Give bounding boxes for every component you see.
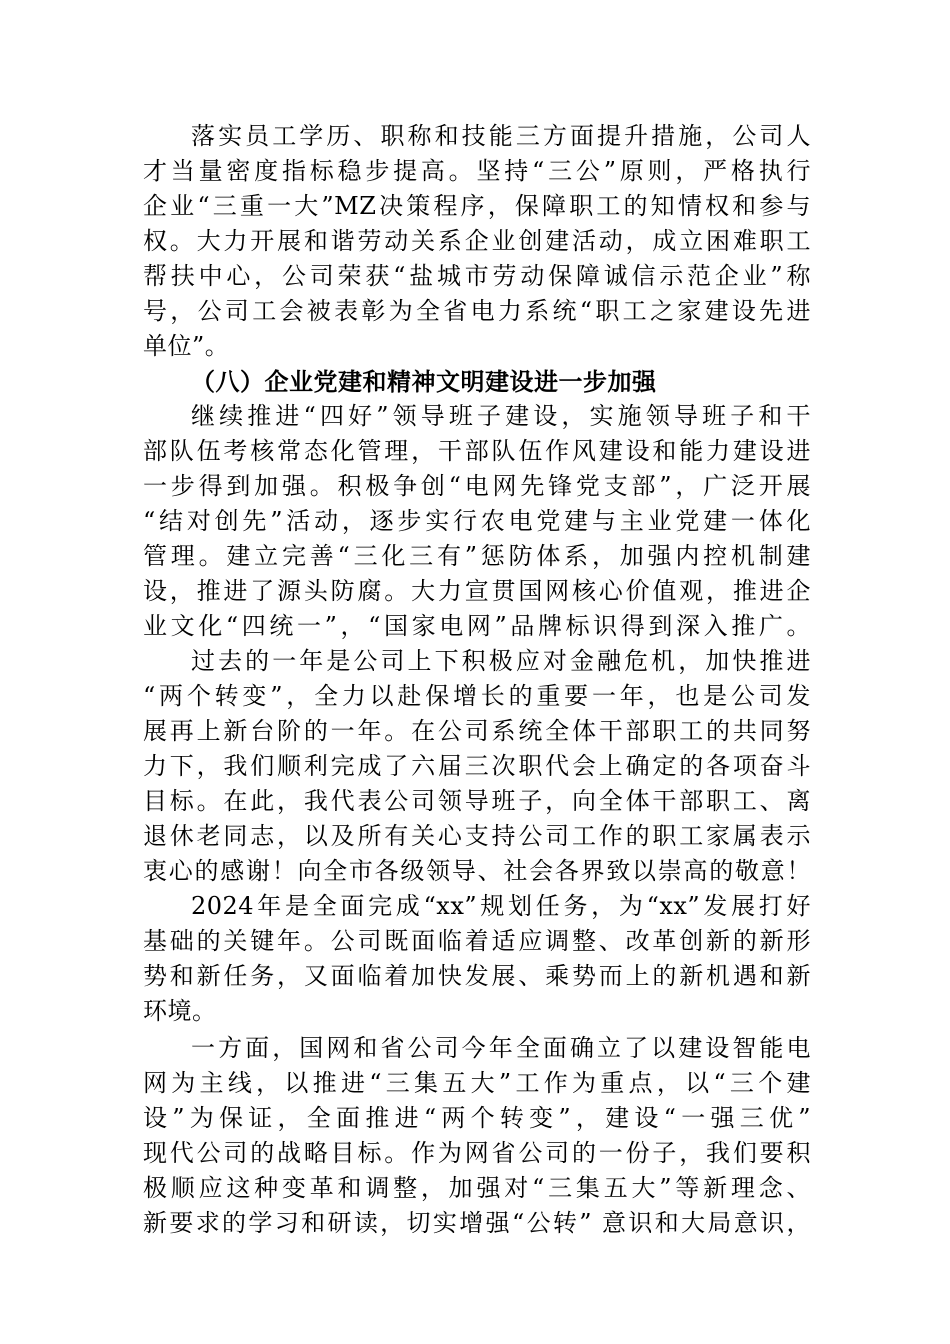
paragraph-line: 目标。在此，我代表公司领导班子，向全体干部职工、离 <box>143 787 811 815</box>
section-heading: （八）企业党建和精神文明建设进一步加强 <box>191 367 657 396</box>
paragraph-line: 退休老同志，以及所有关心支持公司工作的职工家属表示 <box>143 822 811 850</box>
paragraph-line: 号，公司工会被表彰为全省电力系统“职工之家建设先进 <box>143 297 811 325</box>
paragraph-line: 业文化“四统一”，“国家电网”品牌标识得到深入推广。 <box>143 612 811 640</box>
paragraph-line: 基础的关键年。公司既面临着适应调整、改革创新的新形 <box>143 927 811 955</box>
paragraph-line: 权。大力开展和谐劳动关系企业创建活动，成立困难职工 <box>143 227 811 255</box>
paragraph-line: 帮扶中心，公司荣获“盐城市劳动保障诚信示范企业”称 <box>143 262 811 290</box>
paragraph-line: 单位”。 <box>143 332 230 360</box>
paragraph-line: 2024年是全面完成“xx”规划任务，为“xx”发展打好 <box>191 892 811 920</box>
paragraph-line: 衷心的感谢！向全市各级领导、社会各界致以崇高的敬意！ <box>143 857 811 885</box>
paragraph-line: 落实员工学历、职称和技能三方面提升措施，公司人 <box>191 122 811 150</box>
paragraph-line: “两个转变”，全力以赴保增长的重要一年，也是公司发 <box>143 682 811 710</box>
paragraph-line: 管理。建立完善“三化三有”惩防体系，加强内控机制建 <box>143 542 811 570</box>
paragraph-line: 环境。 <box>143 997 217 1025</box>
paragraph-line: 新要求的学习和研读，切实增强“公转” 意识和大局意识， <box>143 1209 811 1237</box>
paragraph-line: 一方面，国网和省公司今年全面确立了以建设智能电 <box>191 1034 811 1062</box>
paragraph-line: 一步得到加强。积极争创“电网先锋党支部”，广泛开展 <box>143 472 811 500</box>
paragraph-line: 才当量密度指标稳步提高。坚持“三公”原则，严格执行 <box>143 157 811 185</box>
paragraph-line: 设，推进了源头防腐。大力宣贯国网核心价值观，推进企 <box>143 577 811 605</box>
paragraph-line: 势和新任务，又面临着加快发展、乘势而上的新机遇和新 <box>143 962 811 990</box>
paragraph-line: 过去的一年是公司上下积极应对金融危机，加快推进 <box>191 647 811 675</box>
paragraph-line: 现代公司的战略目标。作为网省公司的一份子，我们要积 <box>143 1139 811 1167</box>
paragraph-line: 极顺应这种变革和调整，加强对“三集五大”等新理念、 <box>143 1174 811 1202</box>
paragraph-line: 继续推进“四好”领导班子建设，实施领导班子和干 <box>191 402 811 430</box>
paragraph-line: 力下，我们顺利完成了六届三次职代会上确定的各项奋斗 <box>143 752 811 780</box>
paragraph-line: “结对创先”活动，逐步实行农电党建与主业党建一体化 <box>143 507 811 535</box>
paragraph-line: 展再上新台阶的一年。在公司系统全体干部职工的共同努 <box>143 717 811 745</box>
paragraph-line: 网为主线，以推进“三集五大”工作为重点，以“三个建 <box>143 1069 811 1097</box>
paragraph-line: 企业“三重一大”MZ决策程序，保障职工的知情权和参与 <box>143 192 811 220</box>
paragraph-line: 部队伍考核常态化管理，干部队伍作风建设和能力建设进 <box>143 437 811 465</box>
paragraph-line: 设”为保证，全面推进“两个转变”，建设“一强三优” <box>143 1104 811 1132</box>
